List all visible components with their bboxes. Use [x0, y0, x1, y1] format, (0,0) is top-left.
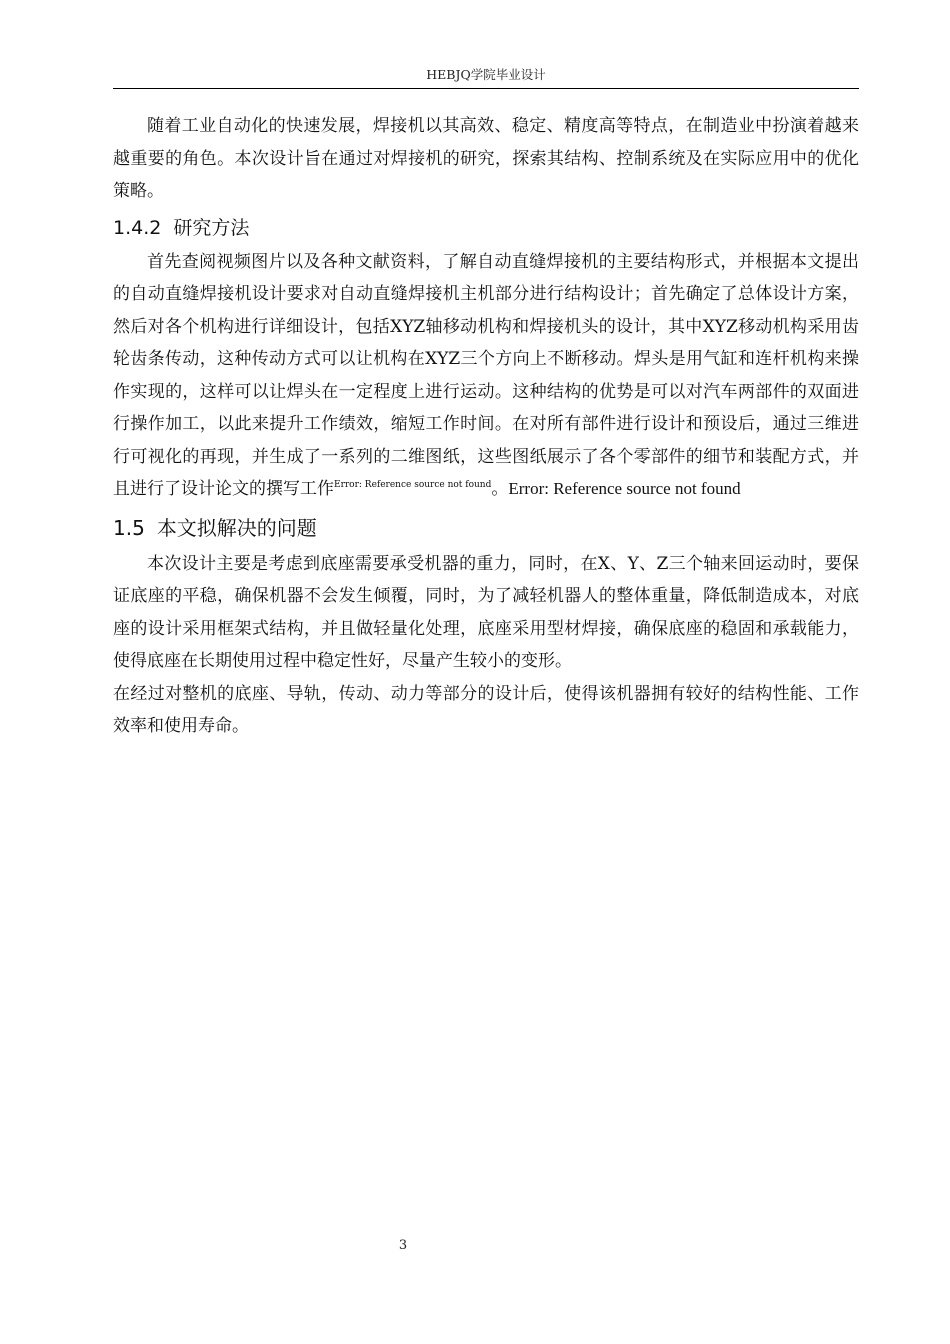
- section-title: 研究方法: [173, 216, 250, 239]
- document-body: [113, 110, 859, 743]
- methods-paragraph: [113, 246, 859, 506]
- reference-error-superscript: Error: Reference source not found: [334, 480, 492, 490]
- section-heading-1-5: [113, 508, 859, 548]
- page-number: 3: [398, 1238, 408, 1253]
- section-title: 本文拟解决的问题: [156, 515, 317, 540]
- problem-paragraph: 本次设计主要是考虑到底座需要承受机器的重力，同时，在X、Y、Z三个轴来回运动时，要保证底座的平稳，确保机器不会发生倾覆，同时，为了减轻机器人的整体重量，降低制造成本，对底座的设计采用框架式结构，并且做轻量化处理，底座采用型材焊接，确保底座的稳固和承载能力，使得底座在长期使用过程中稳定性好，尽量产生较小的变形。: [113, 553, 859, 671]
- section-number: 1.5: [113, 515, 145, 540]
- conclusion-paragraph: 在经过对整机的底座、导轨，传动、动力等部分的设计后，使得该机器拥有较好的结构性能、工作效率和使用寿命。: [113, 683, 859, 736]
- methods-text: 首先查阅视频图片以及各种文献资料，了解自动直缝焊接机的主要结构形式，并根据本文提出的自动直缝焊接机设计要求对自动直缝焊接机主机部分进行结构设计；首先确定了总体设计方案，然后对各个机构进行详细设计，包括XYZ轴移动机构和焊接机头的设计，其中XYZ移动机构采用齿轮齿条传动，这种传动方式可以让机构在XYZ三个方向上不断移动。焊头是用气缸和连杆机构来操作实现的，这样可以让焊头在一定程度上进行运动。这种结构的优势是可以对汽车两部件的双面进行操作加工，以此来提升工作绩效，缩短工作时间。在对所有部件进行设计和预设后，通过三维进行可视化的再现，并生成了一系列的二维图纸，这些图纸展示了各个零部件的细节和装配方式，并且进行了设计论文的撰写工作: [113, 251, 859, 499]
- page-header: [113, 62, 859, 89]
- section-heading-1-4-2: [113, 210, 859, 246]
- methods-punctuation: 。: [491, 479, 509, 499]
- section-number: 1.4.2: [113, 216, 162, 239]
- header-title: HEBJQ学院毕业设计: [426, 67, 546, 82]
- reference-error-text: Error: Reference source not found: [508, 479, 741, 498]
- intro-paragraph: 随着工业自动化的快速发展，焊接机以其高效、稳定、精度高等特点，在制造业中扮演着越来越重要的角色。本次设计旨在通过对焊接机的研究，探索其结构、控制系统及在实际应用中的优化策略。: [113, 116, 859, 201]
